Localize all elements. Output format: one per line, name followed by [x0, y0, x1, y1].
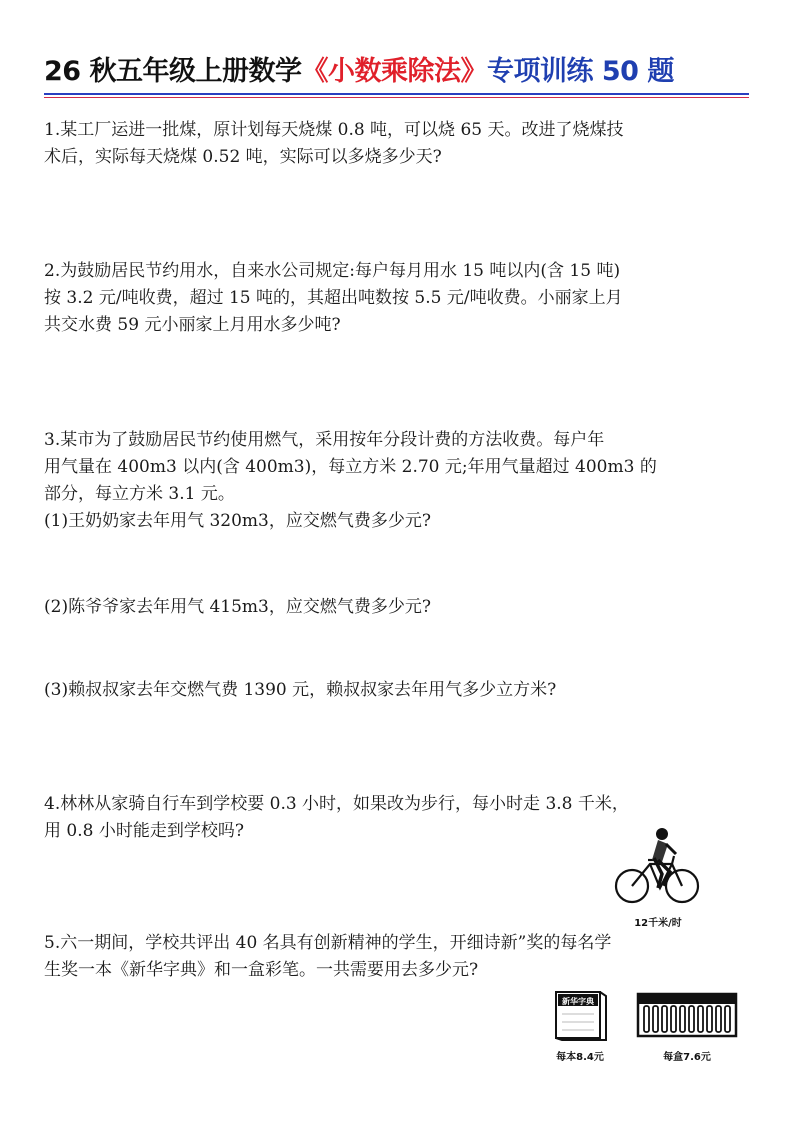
question-line: 用气量在 400m3 以内(含 400m3)，每立方米 2.70 元;年用气量超过 400m3 的 [44, 457, 657, 477]
question-3-part-3 [44, 677, 754, 704]
pen-box-figure [634, 990, 740, 1062]
page-title [44, 52, 749, 96]
title-grade: 26 秋五年级上册数学 [44, 56, 302, 87]
title-underline-red [44, 97, 749, 98]
dictionary-price-caption: 每本8.4元 [556, 1052, 604, 1063]
question-line: 3.某市为了鼓励居民节约使用燃气，采用按年分段计费的方法收费。每户年 [44, 430, 605, 450]
bike-speed-caption: 12千米/时 [634, 918, 682, 929]
dictionary-cover-text: 新华字典 [562, 997, 594, 1006]
title-topic: 《小数乘除法》 [301, 56, 487, 87]
question-line: 共交水费 59 元小丽家上月用水多少吨? [44, 315, 341, 335]
question-line: 部分，每立方米 3.1 元。 [44, 484, 235, 504]
question-line: 按 3.2 元/吨收费，超过 15 吨的，其超出吨数按 5.5 元/吨收费。小丽家上月 [44, 288, 623, 308]
bicycle-icon [612, 826, 704, 908]
question-line: 术后，实际每天烧煤 0.52 吨，实际可以多烧多少天? [44, 147, 442, 167]
dictionary-figure [544, 988, 616, 1062]
pen-box-icon [634, 990, 740, 1042]
question-2 [44, 258, 754, 339]
question-5 [44, 930, 754, 984]
question-3-part-2 [44, 594, 754, 621]
cyclist-figure [612, 826, 704, 929]
pen-box-price-caption: 每盒7.6元 [663, 1052, 711, 1063]
question-line: 2.为鼓励居民节约用水，自来水公司规定:每户每月用水 15 吨以内(含 15 吨) [44, 261, 621, 281]
question-line: (2)陈爷爷家去年用气 415m3，应交燃气费多少元? [44, 597, 431, 617]
question-line: 用 0.8 小时能走到学校吗? [44, 821, 244, 841]
question-line: (3)赖叔叔家去年交燃气费 1390 元，赖叔叔家去年用气多少立方米? [44, 680, 557, 700]
question-3 [44, 427, 754, 535]
question-line: 5.六一期间，学校共评出 40 名具有创新精神的学生，开细诗新”奖的每名学 [44, 933, 612, 953]
question-line: 生奖一本《新华字典》和一盒彩笔。一共需要用去多少元? [44, 960, 479, 980]
question-line: (1)王奶奶家去年用气 320m3，应交燃气费多少元? [44, 511, 431, 531]
question-line: 1.某工厂运进一批煤，原计划每天烧煤 0.8 吨，可以烧 65 天。改进了烧煤技 [44, 120, 624, 140]
question-line: 4.林林从家骑自行车到学校要 0.3 小时，如果改为步行，每小时走 3.8 千米， [44, 794, 629, 814]
question-1 [44, 117, 754, 171]
title-count: 专项训练 50 题 [486, 56, 674, 87]
title-underline-blue [44, 93, 749, 95]
